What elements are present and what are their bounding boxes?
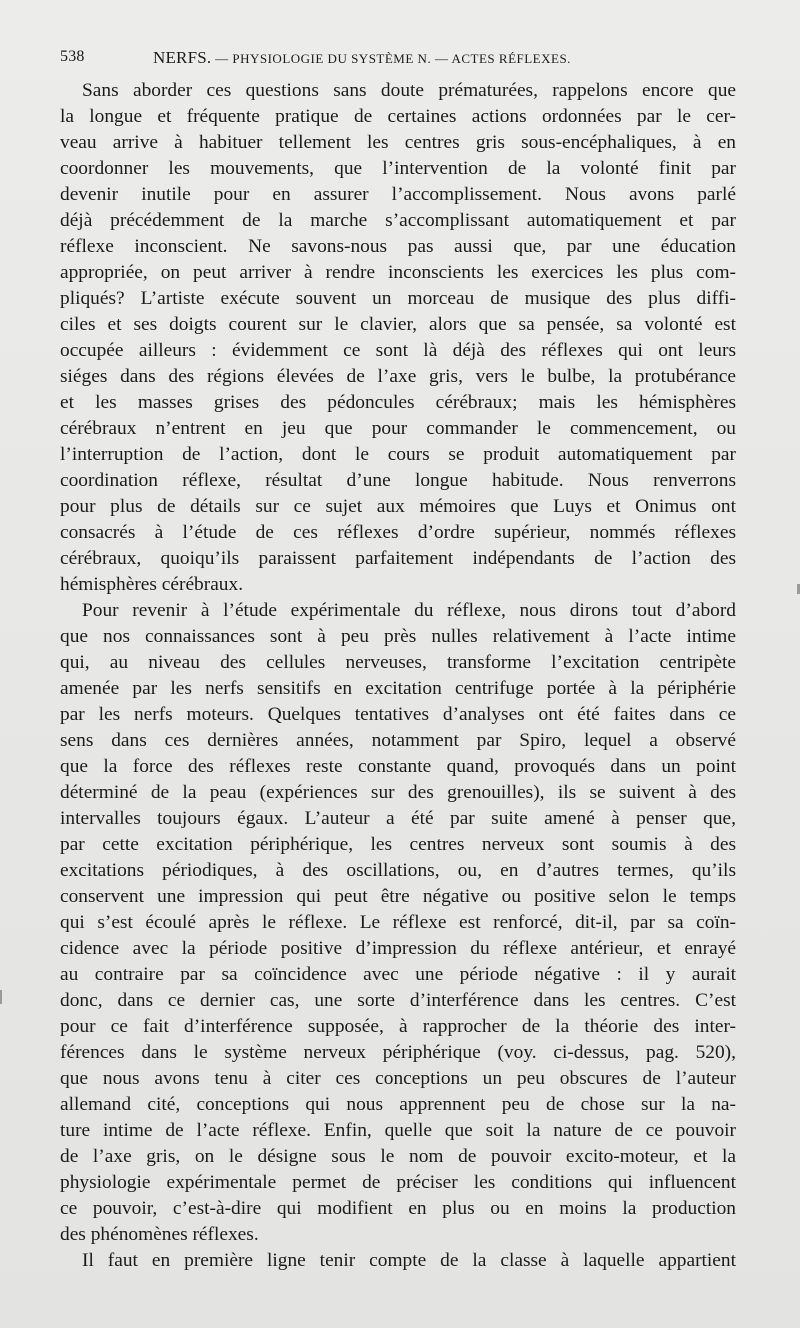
paragraph-3: [60, 1248, 736, 1274]
text-line: des phénomènes réflexes.: [60, 1224, 259, 1245]
text-line: consacrés à l’étude de ces réflexes d’ordre supérieur, nommés réflexes: [60, 522, 736, 543]
text-line: pour plus de détails sur ce sujet aux mémoires que Luys et Onimus ont: [60, 496, 736, 517]
text-line: coordination réflexe, résultat d’une longue habitude. Nous renverrons: [60, 470, 736, 491]
page-number: 538: [60, 48, 85, 65]
running-title-rest: — PHYSIOLOGIE DU SYSTÈME N. — ACTES RÉFLEXES.: [211, 51, 571, 66]
text-line: intervalles toujours égaux. L’auteur a été par suite amené à penser que,: [60, 808, 736, 829]
text-line: excitations périodiques, à des oscillations, ou, en d’autres termes, qu’ils: [60, 860, 736, 881]
text-line: que la force des réflexes reste constante quand, provoqués dans un point: [60, 756, 736, 777]
text-line: siéges dans des régions élevées de l’axe gris, vers le bulbe, la protubérance: [60, 366, 736, 387]
text-line: par les nerfs moteurs. Quelques tentatives d’analyses ont été faites dans ce: [60, 704, 736, 725]
text-line: qui s’est écoulé après le réflexe. Le réflexe est renforcé, dit-il, par sa coïn-: [60, 912, 736, 933]
text-line: de l’axe gris, on le désigne sous le nom de pouvoir excito-moteur, et la: [60, 1146, 736, 1167]
text-line: occupée ailleurs : évidemment ce sont là déjà des réflexes qui ont leurs: [60, 340, 736, 361]
text-line: amenée par les nerfs sensitifs en excitation centrifuge portée à la périphérie: [60, 678, 736, 699]
text-line: hémisphères cérébraux.: [60, 574, 244, 595]
text-line: coordonner les mouvements, que l’intervention de la volonté finit par: [60, 158, 736, 179]
margin-mark: [0, 990, 2, 1004]
text-line: ture intime de l’acte réflexe. Enfin, quelle que soit la nature de ce pouvoir: [60, 1120, 736, 1141]
text-line: déterminé de la peau (expériences sur des grenouilles), ils se suivent à des: [60, 782, 736, 803]
text-line: férences dans le système nerveux périphérique (voy. ci-dessus, pag. 520),: [60, 1042, 736, 1063]
text-line: ce pouvoir, c’est-à-dire qui modifient en plus ou en moins la production: [60, 1198, 736, 1219]
text-line: que nos connaissances sont à peu près nulles relativement à l’acte intime: [60, 626, 736, 647]
text-line: conservent une impression qui peut être négative ou positive selon le temps: [60, 886, 736, 907]
text-line: par cette excitation périphérique, les centres nerveux sont soumis à des: [60, 834, 736, 855]
text-line: réflexe inconscient. Ne savons-nous pas aussi que, par une éducation: [60, 236, 736, 257]
text-line: Pour revenir à l’étude expérimentale du réflexe, nous dirons tout d’abord: [82, 600, 736, 621]
text-line: devenir inutile pour en assurer l’accomplissement. Nous avons parlé: [60, 184, 736, 205]
paragraph-1: [60, 78, 736, 598]
text-line: Sans aborder ces questions sans doute prématurées, rappelons encore que: [82, 80, 736, 101]
running-title: [153, 48, 571, 68]
text-line: déjà précédemment de la marche s’accomplissant automatiquement et par: [60, 210, 736, 231]
text-line: allemand cité, conceptions qui nous apprennent peu de chose sur la na-: [60, 1094, 736, 1115]
text-line: la longue et fréquente pratique de certaines actions ordonnées par le cer-: [60, 106, 736, 127]
text-line: et les masses grises des pédoncules cérébraux; mais les hémisphères: [60, 392, 736, 413]
text-line: appropriée, on peut arriver à rendre inconscients les exercices les plus com-: [60, 262, 736, 283]
text-line: donc, dans ce dernier cas, une sorte d’interférence dans les centres. C’est: [60, 990, 736, 1011]
text-line: Il faut en première ligne tenir compte de la classe à laquelle appartient: [82, 1250, 736, 1271]
paragraph-2: [60, 598, 736, 1248]
text-line: cérébraux, quoiqu’ils paraissent parfaitement indépendants de l’action des: [60, 548, 736, 569]
running-title-main: NERFS.: [153, 48, 212, 67]
body-text: [60, 78, 736, 1274]
text-line: veau arrive à habituer tellement les centres gris sous-encéphaliques, à en: [60, 132, 736, 153]
text-line: qui, au niveau des cellules nerveuses, transforme l’excitation centripète: [60, 652, 736, 673]
text-line: pour ce fait d’interférence supposée, à rapprocher de la théorie des inter-: [60, 1016, 736, 1037]
text-line: au contraire par sa coïncidence avec une période négative : il y aurait: [60, 964, 736, 985]
text-line: cidence avec la période positive d’impression du réflexe antérieur, et enrayé: [60, 938, 736, 959]
text-line: sens dans ces dernières années, notamment par Spiro, lequel a observé: [60, 730, 736, 751]
text-line: que nous avons tenu à citer ces conceptions un peu obscures de l’auteur: [60, 1068, 736, 1089]
running-header: [60, 48, 740, 72]
text-line: physiologie expérimentale permet de préciser les conditions qui influencent: [60, 1172, 736, 1193]
text-line: l’interruption de l’action, dont le cours se produit automatiquement par: [60, 444, 736, 465]
text-line: cérébraux n’entrent en jeu que pour commander le commencement, ou: [60, 418, 736, 439]
text-line: pliqués? L’artiste exécute souvent un morceau de musique des plus diffi-: [60, 288, 736, 309]
text-line: ciles et ses doigts courent sur le clavier, alors que sa pensée, sa volonté est: [60, 314, 736, 335]
